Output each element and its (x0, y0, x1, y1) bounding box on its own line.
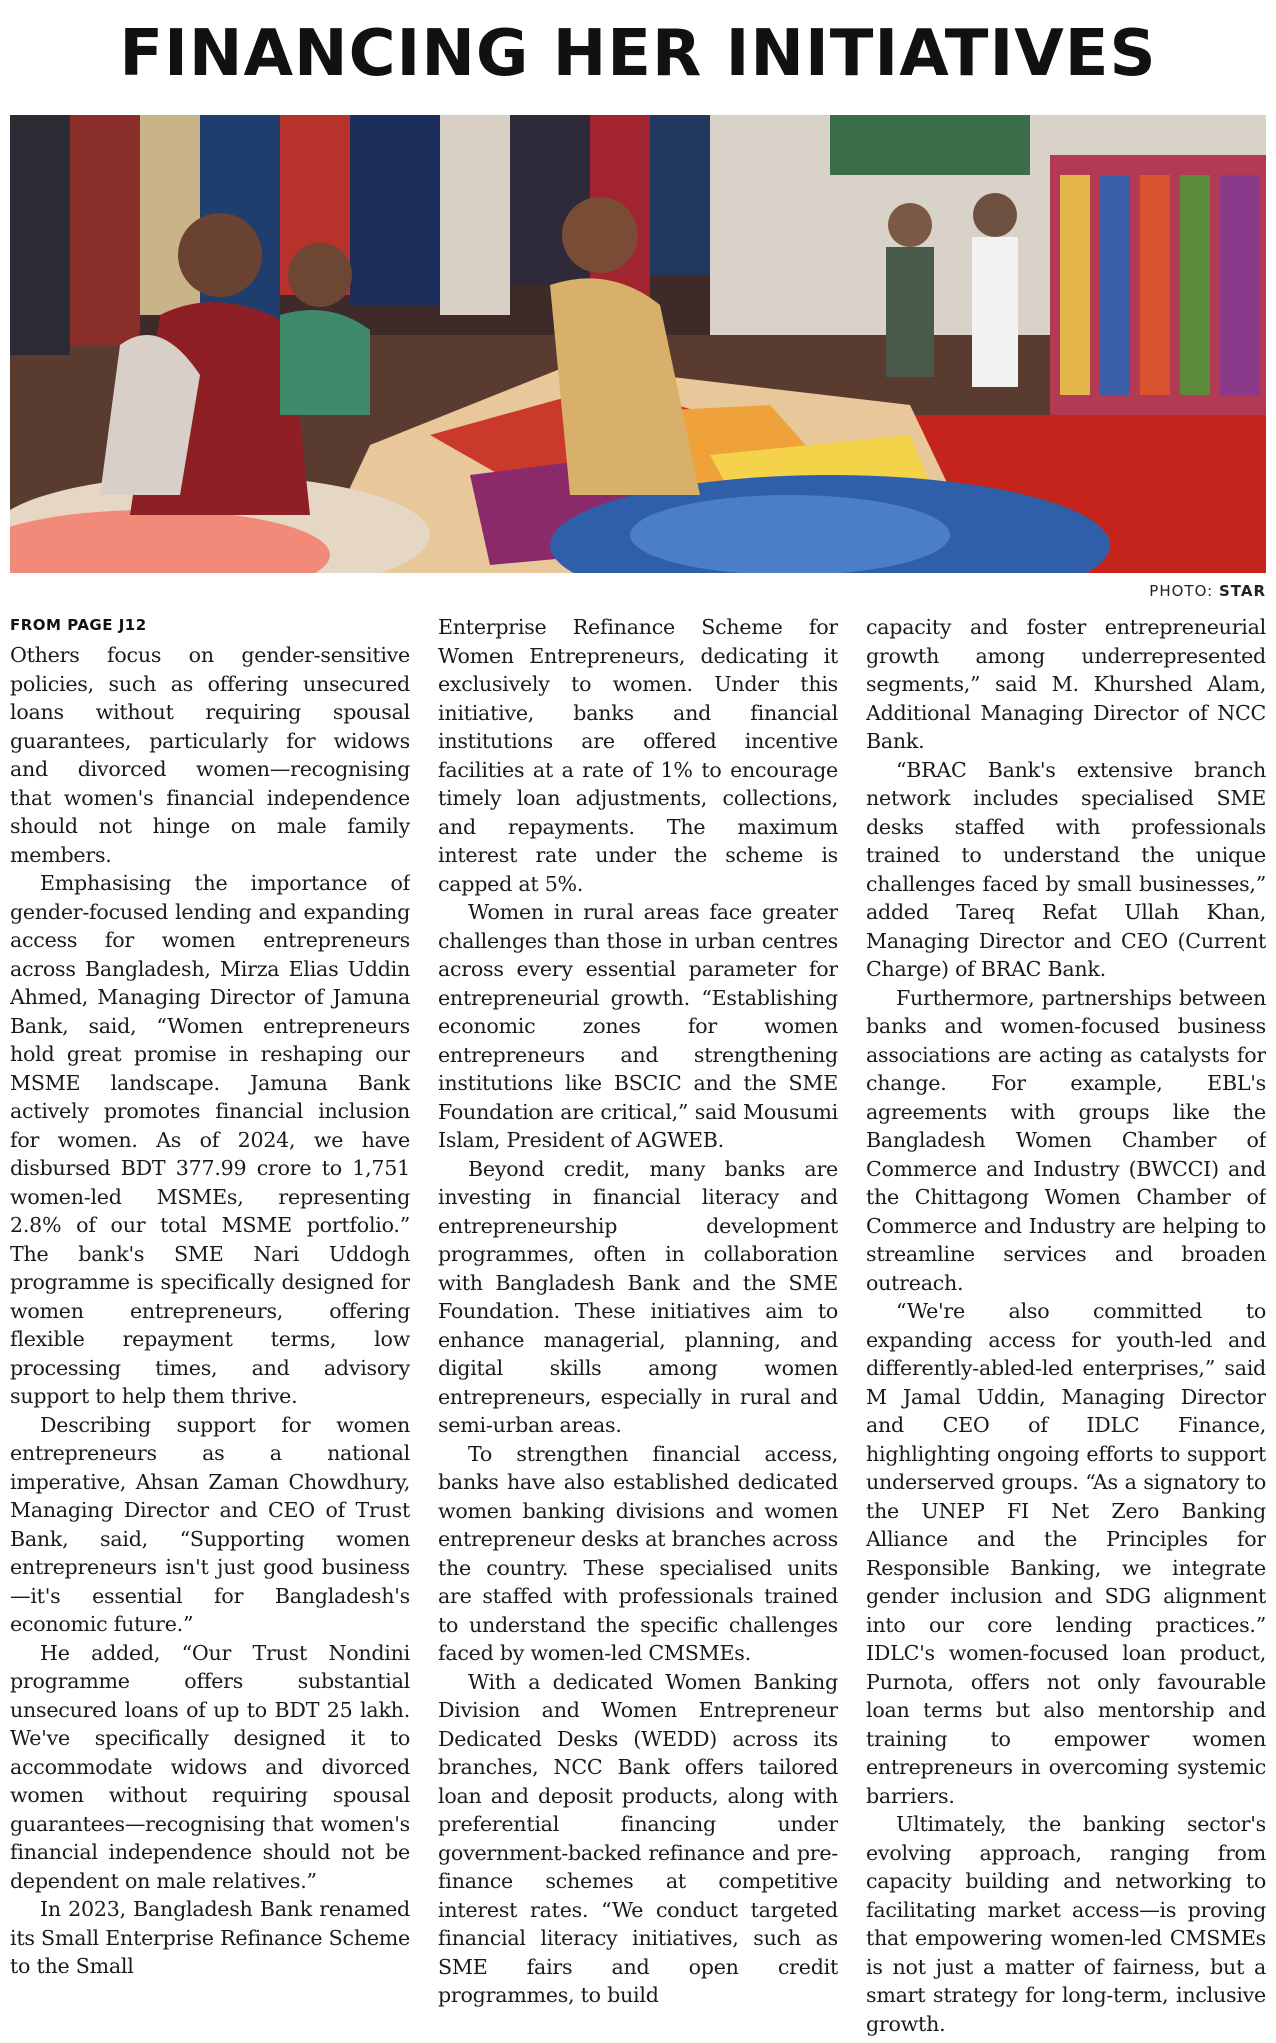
paragraph: With a dedicated Women Banking Division and Women Entrepreneur Dedicated Desks (WEDD) across its branches, NCC Bank offers tailored loan and deposit products, along with preferential financing under government-backed refinance and pre-finance schemes at competitive interest rates. “We conduct targeted financial literacy initiatives, such as SME fairs and open credit programmes, to build (438, 1669, 838, 2007)
paragraph: Enterprise Refinance Scheme for Women Entrepreneurs, dedicating it exclusively to women. Under this initiative, banks and financial institutions are offered incentive facilities at a rate of 1% to encourage timely loan adjustments, collections, and repayments. The maximum interest rate under the scheme is capped at 5%. (438, 615, 838, 896)
paragraph: “We're also committed to expanding access for youth-led and differently-abled-led enterprises,” said M Jamal Uddin, Managing Director and CEO of IDLC Finance, highlighting ongoing efforts to support underserved groups. “As a signatory to the UNEP FI Net Zero Banking Alliance and the Principles for Responsible Banking, we integrate gender inclusion and SDG alignment into our core lending practices.” IDLC's women-focused loan product, Purnota, offers not only favourable loan terms but also mentorship and training to empower women entrepreneurs in overcoming systemic barriers. (866, 1299, 1266, 1808)
paragraph: Emphasising the importance of gender-focused lending and expanding access for women entrepreneurs across Bangladesh, Mirza Elias Uddin Ahmed, Managing Director of Jamuna Bank, said, “Women entrepreneurs hold great promise in reshaping our MSME landscape. Jamuna Bank actively promotes financial inclusion for women. As of 2024, we have disbursed BDT 377.99 crore to 1,751 women-led MSMEs, representing 2.8% of our total MSME portfolio.” The bank's SME Nari Uddogh programme is specifically designed for women entrepreneurs, offering flexible repayment terms, low processing times, and advisory support to help them thrive. (10, 871, 410, 1408)
photo-credit (1149, 582, 1266, 600)
photo-credit-label: PHOTO: (1149, 582, 1214, 600)
headline: FINANCING HER INITIATIVES (119, 17, 1157, 91)
jump-line: FROM PAGE J12 (10, 616, 147, 634)
women-textile-stall-photo (10, 115, 1266, 573)
paragraph: Beyond credit, many banks are investing in financial literacy and entrepreneurship development programmes, often in collaboration with Bangladesh Bank and the SME Foundation. These initiatives aim to enhance managerial, planning, and digital skills among women entrepreneurs, especially in rural and semi-urban areas. (438, 1156, 838, 1437)
photo-credit-source: STAR (1218, 582, 1266, 600)
paragraph: Describing support for women entrepreneurs as a national imperative, Ahsan Zaman Chowdhury, Managing Director and CEO of Trust Bank, said, “Supporting women entrepreneurs isn't just good business—it's essential for Bangladesh's economic future.” (10, 1412, 410, 1636)
article-column-3 (866, 613, 1266, 2038)
article-column-2 (438, 613, 838, 2038)
paragraph: “BRAC Bank's extensive branch network includes specialised SME desks staffed with professionals trained to understand the unique challenges faced by small businesses,” added Tareq Refat Ullah Khan, Managing Director and CEO (Current Charge) of BRAC Bank. (866, 757, 1266, 981)
article-column-1 (10, 613, 410, 2038)
paragraph: Women in rural areas face greater challenges than those in urban centres across every essential parameter for entrepreneurial growth. “Establishing economic zones for women entrepreneurs and strengthening institutions like BSCIC and the SME Foundation are critical,” said Mousumi Islam, President of AGWEB. (438, 900, 838, 1152)
paragraph: Ultimately, the banking sector's evolving approach, ranging from capacity building and networking to facilitating market access—is proving that empowering women-led CMSMEs is not just a matter of fairness, but a smart strategy for long-term, inclusive growth. (866, 1812, 1266, 2036)
paragraph: He added, “Our Trust Nondini programme offers substantial unsecured loans of up to BDT 25 lakh. We've specifically designed it to accommodate widows and divorced women without requiring spousal guarantees—recognising that women's financial independence should not be dependent on male relatives.” (10, 1640, 410, 1893)
paragraph: capacity and foster entrepreneurial growth among underrepresented segments,” said M. Khurshed Alam, Additional Managing Director of NCC Bank. (866, 615, 1266, 753)
paragraph: To strengthen financial access, banks have also established dedicated women banking divisions and women entrepreneur desks at branches across the country. These specialised units are staffed with professionals trained to understand the specific challenges faced by women-led CMSMEs. (438, 1441, 838, 1665)
paragraph: Others focus on gender-sensitive policies, such as offering unsecured loans without requiring spousal guarantees, particularly for widows and divorced women—recognising that women's financial independence should not hinge on male family members. (10, 643, 410, 867)
paragraph: Furthermore, partnerships between banks and women-focused business associations are acting as catalysts for change. For example, EBL's agreements with groups like the Bangladesh Women Chamber of Commerce and Industry (BWCCI) and the Chittagong Women Chamber of Commerce and Industry are helping to streamline services and broaden outreach. (866, 985, 1266, 1295)
article-photo (10, 115, 1266, 573)
paragraph: In 2023, Bangladesh Bank renamed its Small Enterprise Refinance Scheme to the Small (10, 1897, 410, 1978)
